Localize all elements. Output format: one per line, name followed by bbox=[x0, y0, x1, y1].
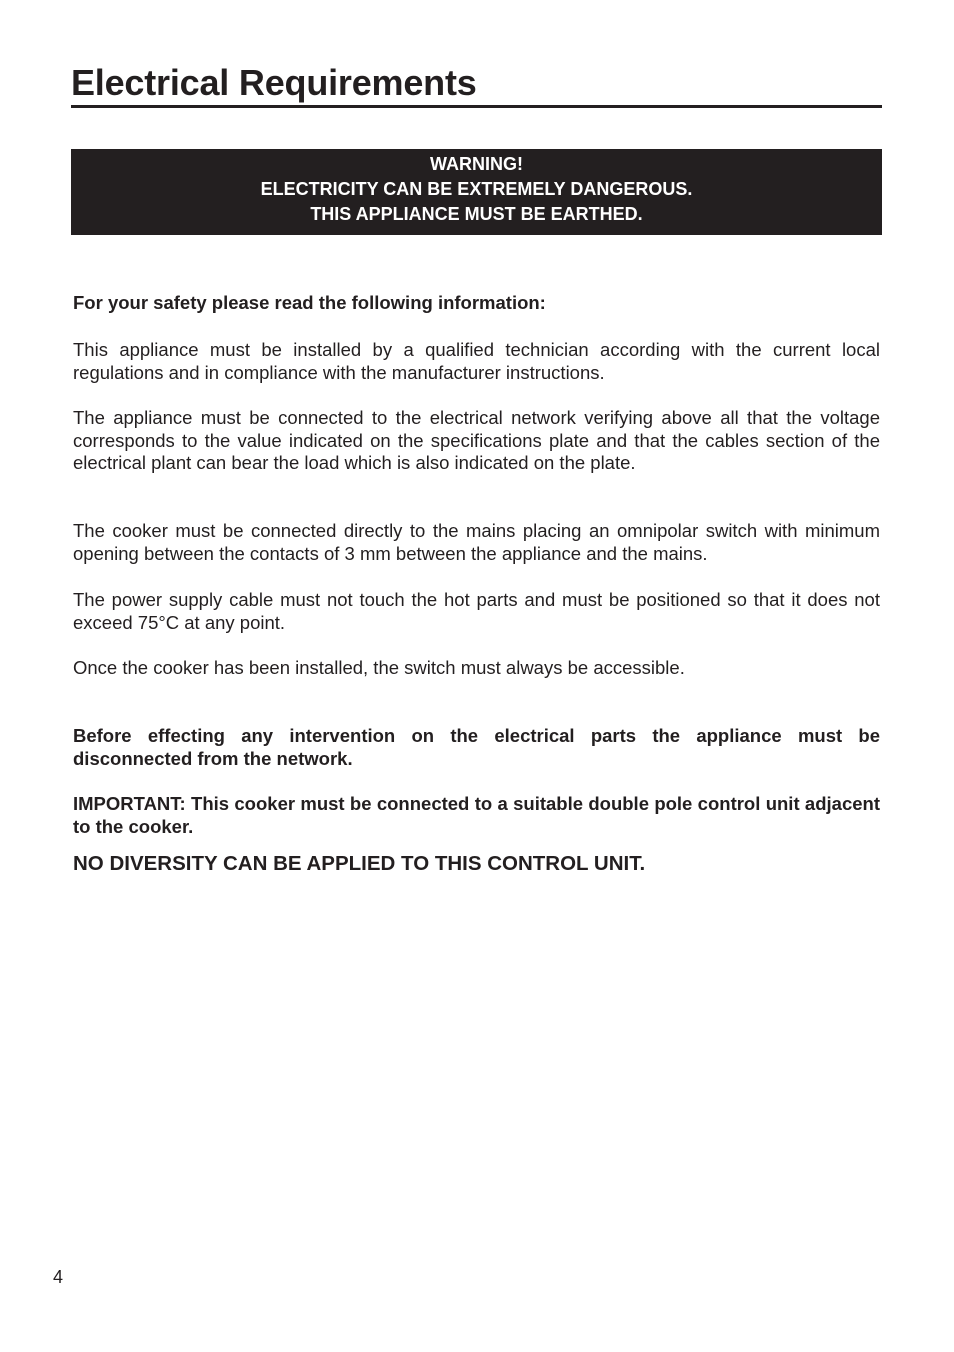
safety-heading: For your safety please read the following information: bbox=[73, 292, 546, 313]
disconnect-note: Before effecting any intervention on the electrical parts the appliance must be disconnected from the network. bbox=[73, 725, 880, 769]
title-underline bbox=[71, 105, 882, 108]
power-cable-paragraph: The power supply cable must not touch the hot parts and must be positioned so that it does not exceed 75°C at any point. bbox=[73, 589, 880, 633]
warning-danger-line: ELECTRICITY CAN BE EXTREMELY DANGEROUS. bbox=[260, 179, 693, 199]
important-note: IMPORTANT: This cooker must be connected to a suitable double pole control unit adjacent to the cooker. bbox=[73, 793, 880, 837]
warning-earthed-line: THIS APPLIANCE MUST BE EARTHED. bbox=[310, 204, 643, 224]
diversity-note: NO DIVERSITY CAN BE APPLIED TO THIS CONTROL UNIT. bbox=[73, 852, 646, 875]
installation-paragraph: This appliance must be installed by a qualified technician according with the current local regulations and in compliance with the manufacturer instructions. bbox=[73, 339, 880, 383]
page-title: Electrical Requirements bbox=[71, 62, 477, 103]
warning-heading: WARNING! bbox=[430, 154, 523, 174]
network-connection-paragraph: The appliance must be connected to the electrical network verifying above all that the voltage corresponds to the value indicated on the specifications plate and that the cables section of the electrical plant can bear the load which is also indicated on the plate. bbox=[73, 407, 880, 474]
page-number: 4 bbox=[53, 1267, 64, 1287]
switch-access-paragraph: Once the cooker has been installed, the switch must always be accessible. bbox=[73, 657, 685, 678]
warning-box bbox=[71, 149, 882, 235]
omnipolar-switch-paragraph: The cooker must be connected directly to the mains placing an omnipolar switch with minimum opening between the contacts of 3 mm between the appliance and the mains. bbox=[73, 520, 880, 564]
